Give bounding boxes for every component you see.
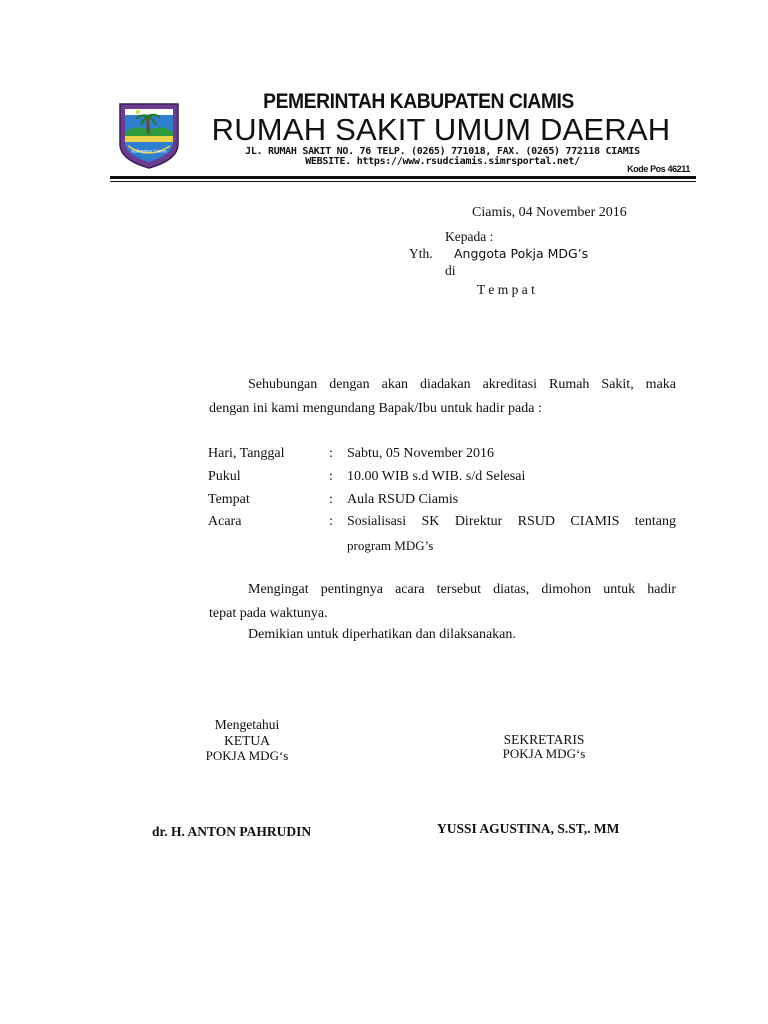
detail-colon: : — [329, 446, 333, 461]
detail-label-time: Pukul — [208, 469, 241, 484]
closing-line-3: Demikian untuk diperhatikan dan dilaksanakan. — [248, 627, 516, 642]
institution-address: JL. RUMAH SAKIT NO. 76 TELP. (0265) 771018, FAX. (0265) 772118 CIAMIS — [245, 146, 640, 157]
signature-left-line-1: Mengetahui — [214, 717, 280, 732]
detail-colon: : — [329, 492, 333, 507]
opening-line-1: Sehubungan dengan akan diadakan akreditasi Rumah Sakit, maka — [248, 377, 676, 392]
header-rule-thick — [110, 176, 696, 179]
header-rule-thin — [110, 181, 696, 182]
institution-title: RUMAH SAKIT UMUM DAERAH — [211, 112, 671, 147]
closing-line-2: tepat pada waktunya. — [209, 606, 328, 621]
signature-left-name: dr. H. ANTON PAHRUDIN — [152, 824, 312, 839]
closing-line-1: Mengingat pentingnya acara tersebut diatas, dimohon untuk hadir — [248, 582, 676, 597]
ciamis-emblem-icon — [116, 100, 182, 170]
government-title: PEMERINTAH KABUPATEN CIAMIS — [263, 90, 574, 113]
signature-right-name: YUSSI AGUSTINA, S.ST,. MM — [437, 821, 620, 836]
yth-label: Yth. — [409, 246, 433, 261]
recipient: Anggota Pokja MDG’s — [454, 246, 589, 261]
signature-right-line-2: POKJA MDG‘s — [502, 746, 586, 761]
institution-website: WEBSITE. https://www.rsudciamis.simrsportal.net/ — [305, 156, 580, 167]
signature-right-line-1: SEKRETARIS — [503, 732, 585, 747]
di-label: di — [445, 263, 456, 278]
detail-value-date: Sabtu, 05 November 2016 — [347, 446, 494, 461]
signature-left-line-2: KETUA — [224, 733, 270, 748]
detail-value-time: 10.00 WIB s.d WIB. s/d Selesai — [347, 469, 526, 484]
detail-value-place: Aula RSUD Ciamis — [347, 492, 459, 507]
postal-code: Kode Pos 46211 — [627, 164, 690, 174]
detail-value-agenda: Sosialisasi SK Direktur RSUD CIAMIS tentang — [347, 514, 676, 529]
opening-line-2: dengan ini kami mengundang Bapak/Ibu untuk hadir pada : — [209, 401, 542, 416]
signature-left-line-3: POKJA MDG‘s — [205, 748, 289, 763]
tempat-label: T e m p a t — [477, 282, 535, 297]
detail-label-agenda: Acara — [208, 514, 242, 529]
detail-colon: : — [329, 514, 333, 529]
logo-caption: Kabupaten Ciamis — [131, 148, 167, 154]
detail-label-place: Tempat — [208, 492, 250, 507]
detail-value-agenda-cont: program MDG’s — [347, 538, 434, 553]
place-date: Ciamis, 04 November 2016 — [472, 205, 627, 220]
to-label: Kepada : — [445, 229, 494, 244]
detail-colon: : — [329, 469, 333, 484]
detail-label-date: Hari, Tanggal — [208, 446, 285, 461]
